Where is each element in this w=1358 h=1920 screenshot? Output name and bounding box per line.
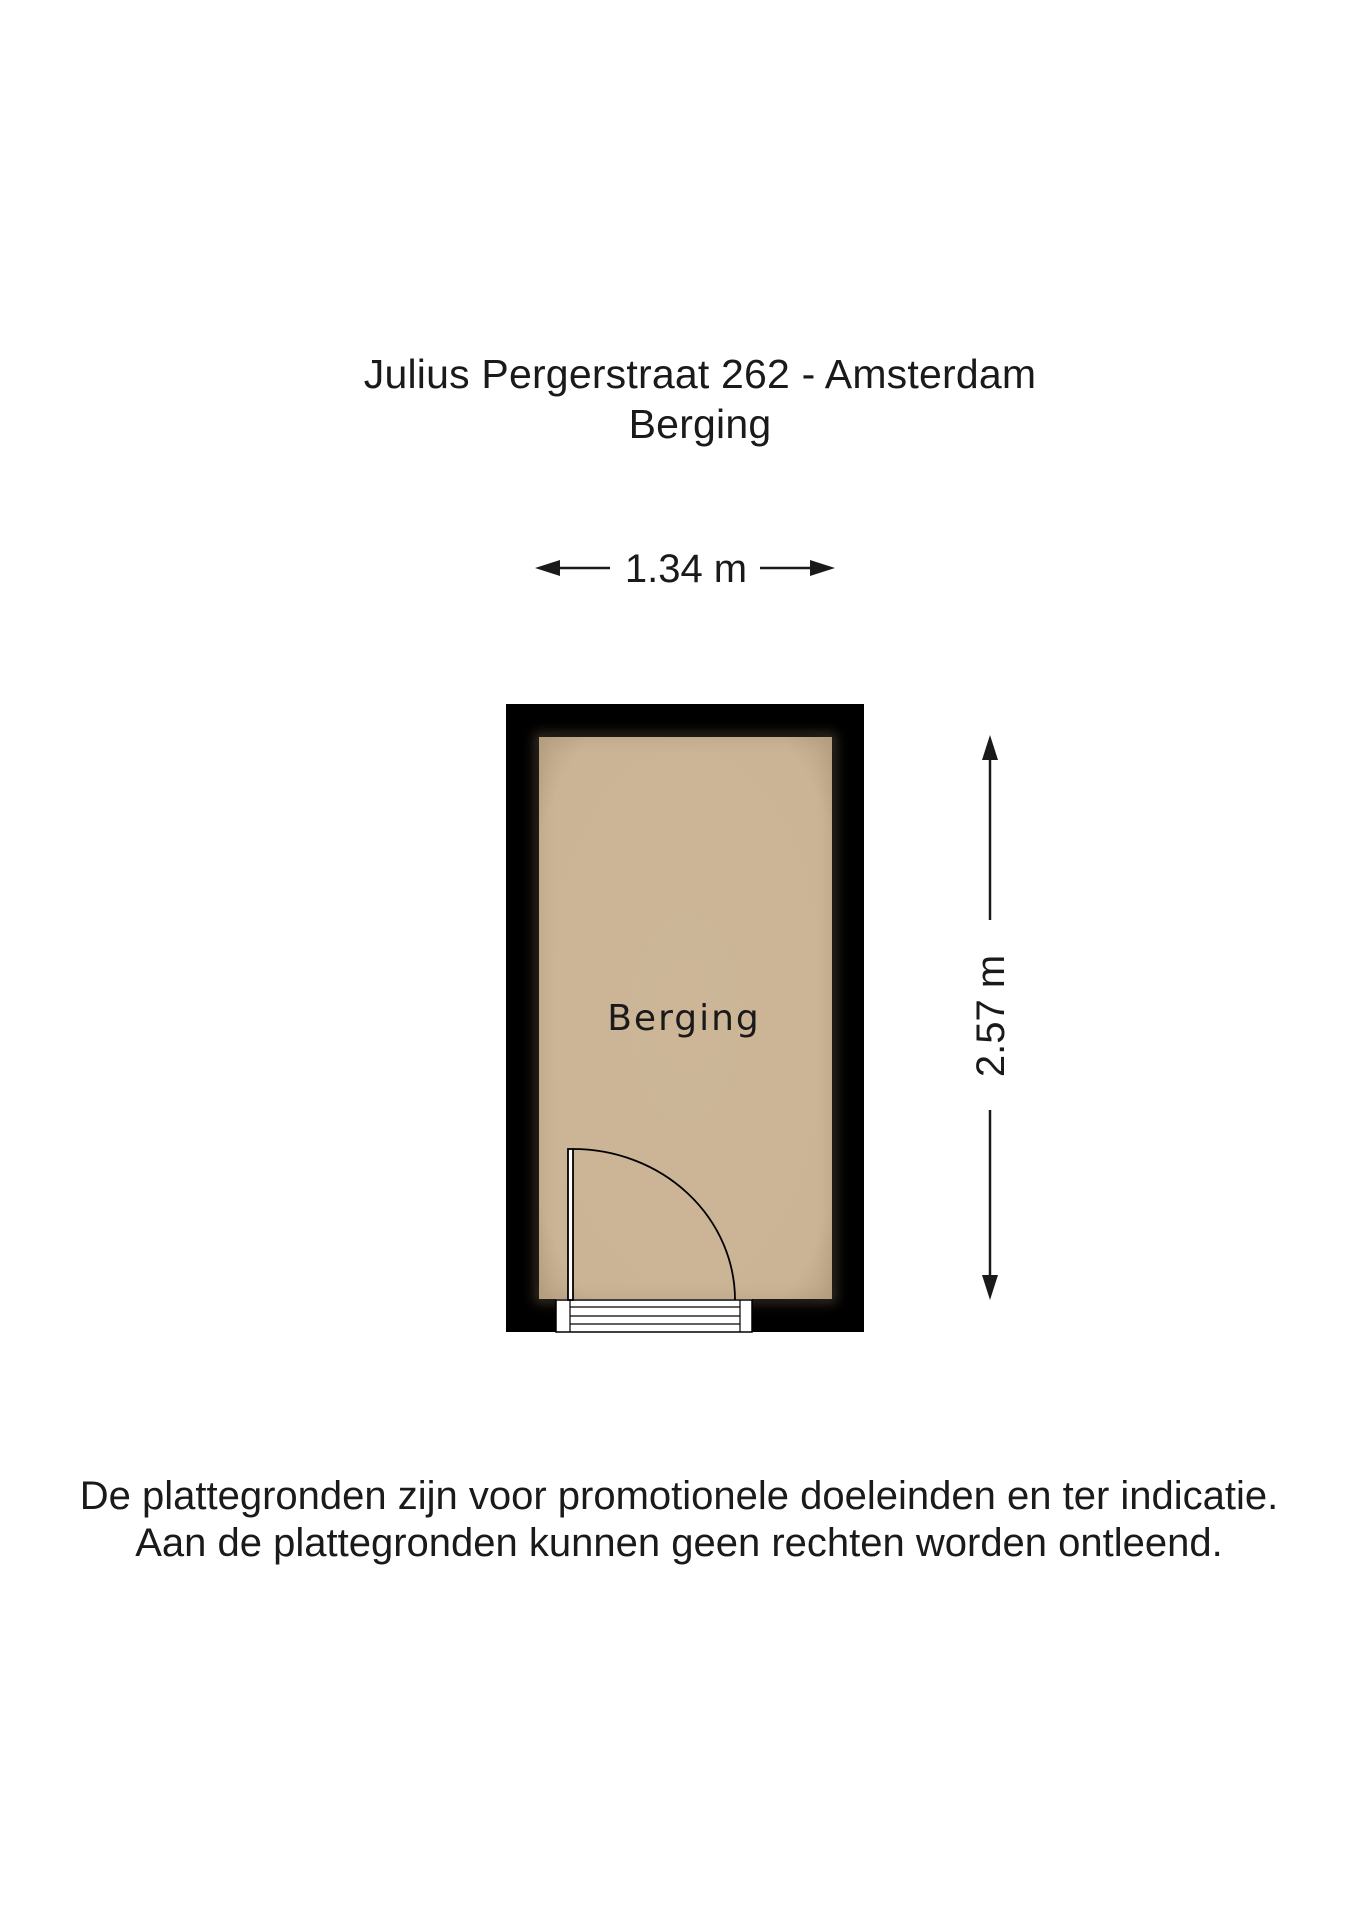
room-label: Berging [607,998,761,1039]
height-dim-arrow-bottom [982,1275,998,1300]
width-dimension [535,547,835,591]
height-dim-arrow-top [982,735,998,760]
door-leaf [568,1149,573,1300]
plan-title-address: Julius Pergerstraat 262 - Amsterdam [363,351,1037,397]
width-dim-arrow-right [810,560,835,576]
plan-title-floor: Berging [628,401,772,447]
disclaimer-line-1: De plattegronden zijn voor promotionele doeleinden en ter indicatie. [79,1474,1279,1518]
width-dimension-label: 1.34 m [624,547,748,591]
disclaimer-line-2: Aan de plattegronden kunnen geen rechten worden ontleend. [135,1521,1223,1565]
door-threshold [556,1300,752,1332]
storage-room [506,704,864,1332]
height-dimension [969,735,1013,1300]
height-dimension-label: 2.57 m [969,954,1013,1078]
width-dim-arrow-left [535,560,560,576]
